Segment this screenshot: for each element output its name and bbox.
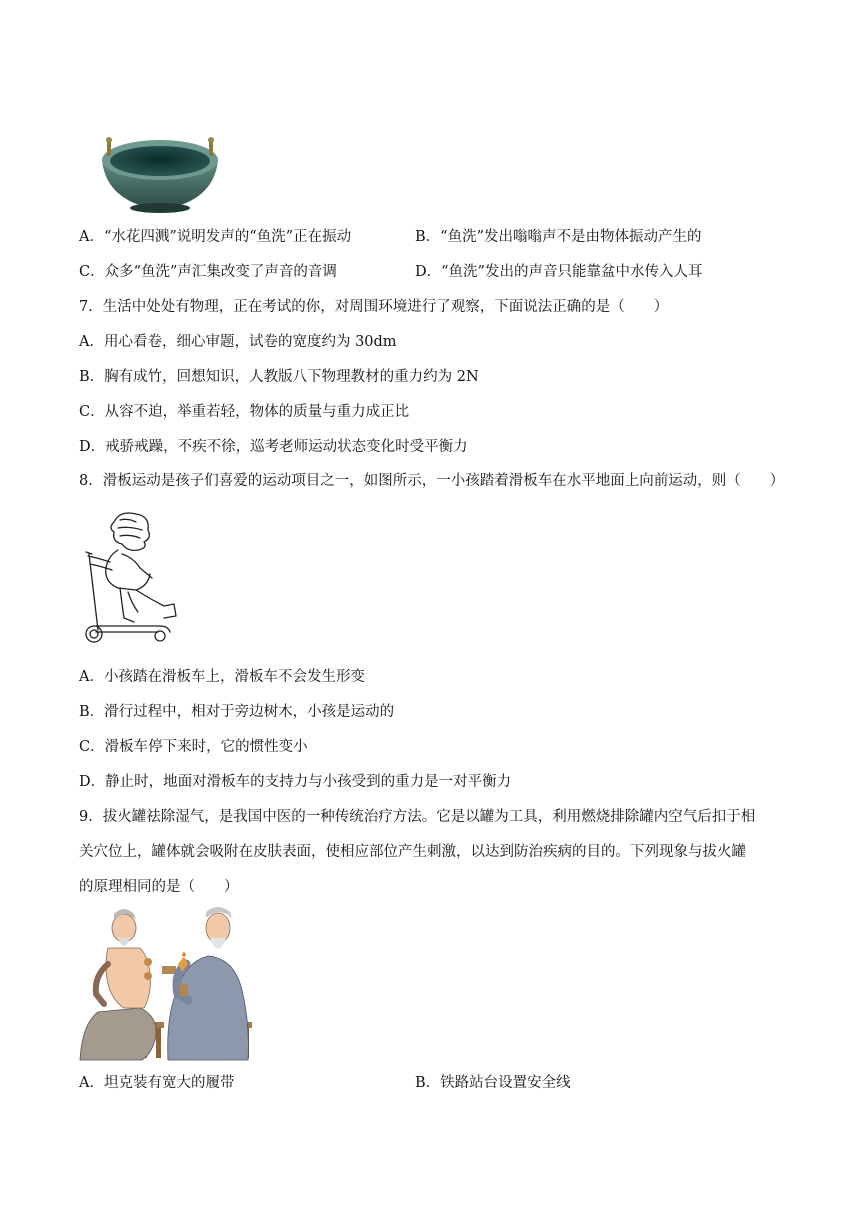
q9-stem-line-1: 9．拔火罐祛除湿气，是我国中医的一种传统治疗方法。它是以罐为工具，利用燃烧排除罐内空气后扣于相 — [79, 809, 756, 825]
child-scooter-figure — [78, 508, 184, 648]
q9-option-b: B．铁路站台设置安全线 — [415, 1075, 571, 1091]
q9-option-a: A．坦克装有宽大的履带 — [79, 1075, 235, 1091]
q6-option-b: B．“鱼洗”发出嗡嗡声不是由物体振动产生的 — [415, 229, 702, 245]
q8-option-b: B．滑行过程中，相对于旁边树木，小孩是运动的 — [79, 704, 395, 720]
bronze-basin-figure — [98, 132, 222, 216]
q6-option-c: C．众多“鱼洗”声汇集改变了声音的音调 — [79, 264, 337, 280]
q7-option-a: A．用心看卷，细心审题，试卷的宽度约为 30dm — [79, 334, 397, 350]
q7-option-b: B．胸有成竹，回想知识，人教版八下物理教材的重力约为 2N — [79, 369, 479, 385]
q8-stem: 8．滑板运动是孩子们喜爱的运动项目之一，如图所示，一小孩踏着滑板车在水平地面上向前运动，则（ ） — [79, 473, 785, 489]
q8-option-d: D．静止时，地面对滑板车的支持力与小孩受到的重力是一对平衡力 — [79, 774, 512, 790]
cupping-therapy-figure — [78, 904, 258, 1064]
q9-stem-line-2: 关穴位上，罐体就会吸附在皮肤表面，使相应部位产生刺激，以达到防治疾病的目的。下列现象与拔火罐 — [79, 844, 746, 860]
q6-option-d: D．“鱼洗”发出的声音只能靠盆中水传入人耳 — [415, 264, 703, 280]
q6-option-a: A．“水花四溅”说明发声的“鱼洗”正在振动 — [79, 229, 352, 245]
q9-stem-line-3: 的原理相同的是（ ） — [79, 879, 239, 895]
q8-option-c: C．滑板车停下来时，它的惯性变小 — [79, 739, 308, 755]
q7-option-c: C．从容不迫，举重若轻，物体的质量与重力成正比 — [79, 404, 410, 420]
q7-option-d: D．戒骄戒躁，不疾不徐，巡考老师运动状态变化时受平衡力 — [79, 439, 468, 455]
q7-stem: 7．生活中处处有物理，正在考试的你，对周围环境进行了观察，下面说法正确的是（ ） — [79, 299, 669, 315]
q8-option-a: A．小孩踏在滑板车上，滑板车不会发生形变 — [79, 669, 365, 685]
